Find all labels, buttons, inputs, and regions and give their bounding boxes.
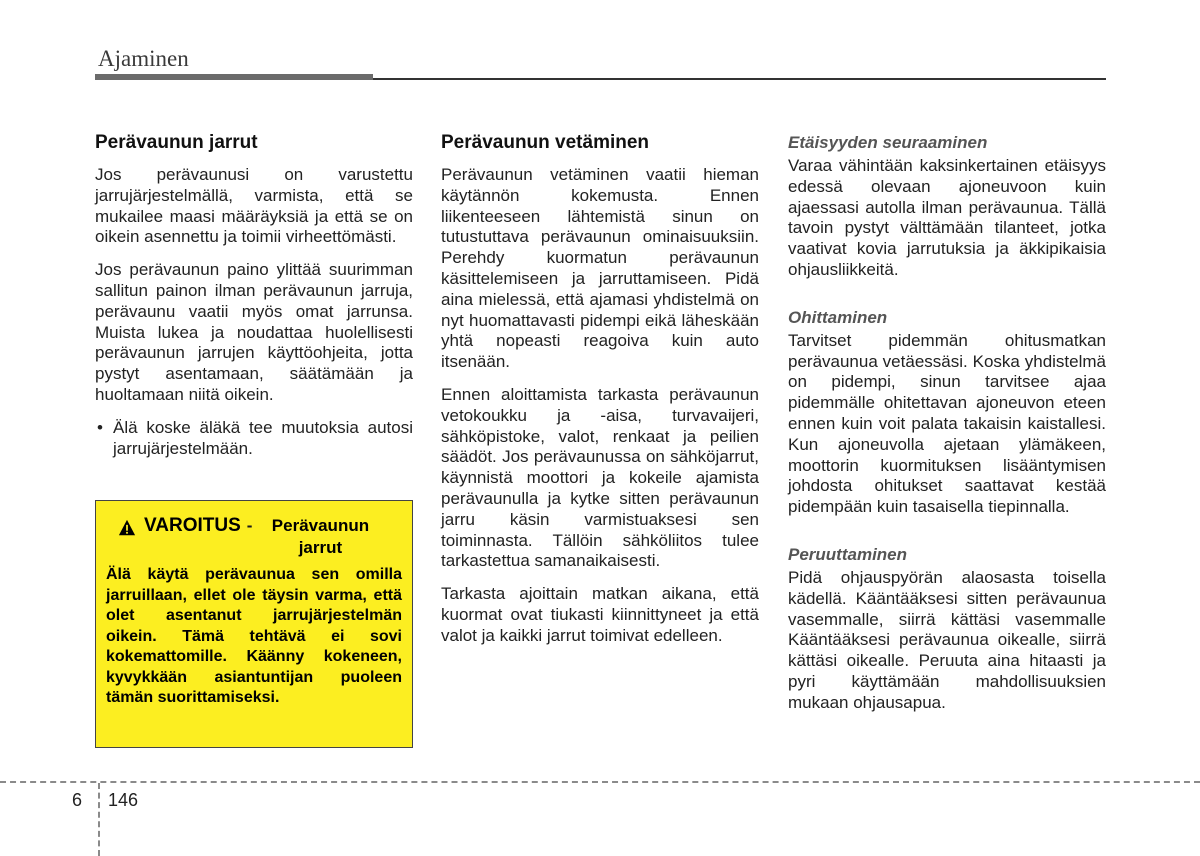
warning-label: VAROITUS: [144, 515, 241, 536]
column-towing: [441, 130, 759, 659]
footer-divider-vertical: [98, 783, 100, 856]
chapter-title: Ajaminen: [98, 46, 189, 71]
paragraph: Tarvitset pidemmän ohitusmatkan perävaunua vetäessäsi. Koska yhdistelmä on pidempi, sinun tarvitsee ajaa pidemmälle ohitettavan ajoneuvon eteen ennen kuin voit palata takaisin kaistallesi. Kun ajoneuvolla ajetaan ylämäkeen, moottorin kuormituksen lisääntymisen johdosta ohitukset saattavat kestää pidempään kuin tasaisella tiepinnalla.: [788, 330, 1106, 517]
warning-separator: -: [246, 516, 253, 535]
section-heading: Perävaunun vetäminen: [441, 132, 650, 153]
bullet-text: Älä koske äläkä tee muutoksia autosi jarrujärjestelmään.: [113, 417, 413, 458]
paragraph: Tarkasta ajoittain matkan aikana, että kuormat ovat tiukasti kiinnittyneet ja että valot ja kaikki jarrut toimivat edelleen.: [441, 584, 759, 645]
warning-box: [95, 500, 413, 748]
section-heading: Perävaunun jarrut: [95, 132, 258, 153]
bullet-item: [95, 418, 413, 460]
bullet-dot-icon: •: [97, 417, 103, 437]
paragraph: Pidä ohjauspyörän alaosasta toisella kädellä. Kääntääksesi sitten perävaunua vasemmalle, siirrä kättäsi vasemmalle Kääntääksesi perävaunua oikealle, siirrä kättäsi oikealle. Peruuta aina hitaasti ja pyri käyttämään mahdollisuuksien mukaan ohjausapua.: [788, 567, 1106, 712]
paragraph: Varaa vähintään kaksinkertainen etäisyys edessä olevaan ajoneuvoon kuin ajaessasi autolla ilman perävaunua. Tällä tavoin pystyt välttämään tilanteet, jotka vaativat kovia jarrutuksia ja äkkipikaisia ohjausliikkeitä.: [788, 156, 1106, 279]
warning-text: Älä käytä perävaunua sen omilla jarruillaan, ellet ole täysin varma, että olet asentanut jarrujärjestelmän oikein. Tämä tehtävä ei sovi kokemattomille. Käänny kokeneen, kyvykkään asiantuntijan puoleen tämän suorittamiseksi.: [106, 566, 402, 706]
warning-subtitle: Perävaunun jarrut: [271, 516, 370, 557]
paragraph: Perävaunun vetäminen vaatii hieman käytännön kokemusta. Ennen liikenteeseen lähtemistä sinun on tutustuttava perävaunun ominaisuuksiin. Perehdy kuormatun perävaunun käsittelemiseen ja jarruttamiseen. Pidä aina mielessä, että ajamasi yhdistelmä on nyt huomattavasti pidempi eikä läheskään yhtä nopeasti reagoiva kuin auto itsenään.: [441, 165, 759, 372]
paragraph: Jos perävaunusi on varustettu jarrujärjestelmällä, varmista, että se mukailee maasi määräyksiä ja että se on oikein asennettu ja toimii virheettömästi.: [95, 165, 413, 247]
paragraph: Jos perävaunun paino ylittää suurimman sallitun painon ilman perävaunun jarruja, perävaunu vaatii myös omat jarrunsa. Muista lukea ja noudattaa huolellisesti perävaunun jarrujen käyttöohjeita, jotta pystyt asentamaan, säätämään ja huoltamaan niitä oikein.: [95, 260, 413, 404]
warning-header: [118, 515, 402, 559]
bullet-list: [95, 418, 413, 460]
warning-triangle-icon: [118, 519, 136, 537]
subsection-heading: Ohittaminen: [788, 307, 888, 327]
page-number: 146: [108, 790, 139, 810]
chapter-number: 6: [72, 790, 83, 810]
paragraph: Ennen aloittamista tarkasta perävaunun vetokoukku ja -aisa, turvavaijeri, sähköpistoke, valot, renkaat ja peilien säädöt. Jos perävaunussa on sähköjarrut, käynnistä moottori ja kokeile ajamista perävaunulla ja kytke sitten perävaunun jarru käsin varmistuaksesi sen toiminnasta. Tällöin sähköliitos tulee tarkastettua samanaikaisesti.: [441, 384, 759, 571]
header-rule: [373, 78, 1106, 80]
header-rule-accent: [95, 74, 373, 80]
column-driving-tips: [788, 132, 1106, 714]
subsection-heading: Etäisyyden seuraaminen: [788, 133, 988, 152]
footer-divider: [0, 781, 1200, 783]
column-trailer-brakes: [95, 130, 413, 459]
subsection-heading: Peruuttaminen: [788, 544, 908, 564]
